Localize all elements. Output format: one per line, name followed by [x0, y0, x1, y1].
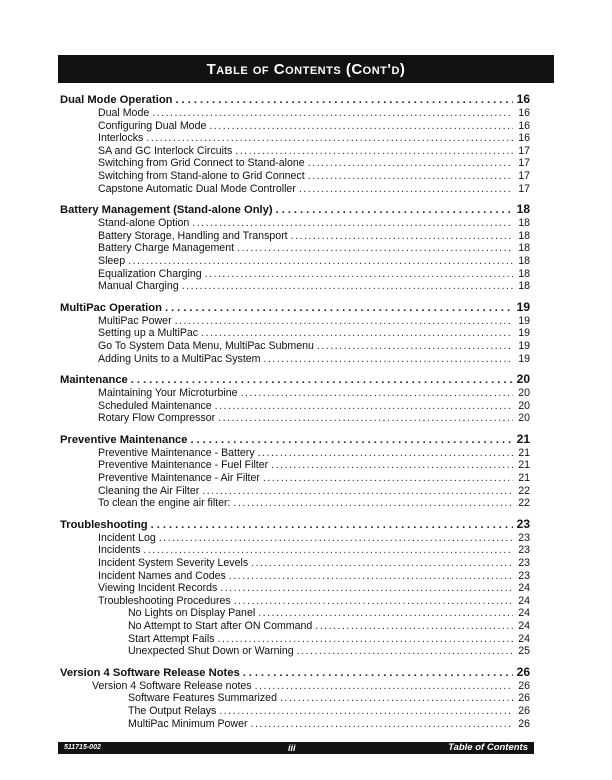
toc-entry-label: Switching from Stand-alone to Grid Connect: [98, 169, 305, 182]
toc-entry[interactable]: [60, 705, 530, 718]
toc-entry-label: Viewing Incident Records: [98, 582, 218, 595]
toc-entry[interactable]: [60, 472, 530, 485]
toc-entry[interactable]: [60, 157, 530, 170]
toc-entry-page: 20: [518, 412, 530, 425]
dot-leader: [264, 353, 513, 366]
toc-section: [60, 372, 530, 425]
toc-section-title: Version 4 Software Release Notes: [60, 666, 240, 679]
toc-section-title: Troubleshooting: [60, 518, 148, 531]
toc-entry[interactable]: [60, 620, 530, 633]
toc-entry-page: 22: [518, 484, 530, 497]
toc-entry-label: MultiPac Minimum Power: [128, 717, 248, 730]
dot-leader: [215, 400, 513, 413]
table-of-contents: [60, 92, 530, 737]
dot-leader: [202, 485, 513, 498]
toc-section-page: 16: [516, 92, 530, 106]
toc-entry-label: Scheduled Maintenance: [98, 399, 212, 412]
toc-entry-page: 21: [518, 459, 530, 472]
toc-entry-label: Incident Log: [98, 531, 156, 544]
toc-entry-page: 17: [518, 169, 530, 182]
toc-entry-page: 26: [518, 679, 530, 692]
toc-entry-page: 26: [518, 717, 530, 730]
dot-leader: [152, 107, 513, 120]
toc-entry[interactable]: [60, 459, 530, 472]
toc-entry-page: 19: [518, 327, 530, 340]
toc-entry[interactable]: [60, 353, 530, 366]
toc-entry-page: 26: [518, 692, 530, 705]
toc-entry-page: 18: [518, 280, 530, 293]
toc-entry[interactable]: [60, 387, 530, 400]
toc-entry-label: Setting up a MultiPac: [98, 327, 199, 340]
toc-entry[interactable]: [60, 595, 530, 608]
toc-entry-page: 16: [518, 132, 530, 145]
toc-entry[interactable]: [60, 268, 530, 281]
toc-entry-page: 18: [518, 242, 530, 255]
toc-entry-page: 24: [518, 594, 530, 607]
toc-entry-page: 17: [518, 182, 530, 195]
toc-title: Table of Contents (Cont'd): [206, 60, 406, 78]
dot-leader: [229, 570, 513, 583]
dot-leader: [280, 692, 513, 705]
dot-leader: [176, 93, 513, 107]
dot-leader: [235, 145, 513, 158]
toc-entry-label: Version 4 Software Release notes: [92, 679, 252, 692]
dot-leader: [241, 387, 513, 400]
toc-entry[interactable]: [60, 242, 530, 255]
toc-entry[interactable]: [60, 582, 530, 595]
dot-leader: [209, 120, 513, 133]
dot-leader: [234, 497, 514, 510]
page-footer: [58, 742, 534, 754]
dot-leader: [218, 412, 513, 425]
toc-entry-page: 16: [518, 107, 530, 119]
dot-leader: [143, 544, 513, 557]
toc-section-title: Battery Management (Stand-alone Only): [60, 204, 273, 217]
dot-leader: [175, 315, 513, 328]
toc-entry[interactable]: [60, 544, 530, 557]
footer-section-name: Table of Contents: [448, 742, 528, 753]
toc-entry-label: Capstone Automatic Dual Mode Controller: [98, 182, 296, 195]
toc-section-heading[interactable]: [60, 665, 530, 680]
toc-entry-label: Software Features Summarized: [128, 692, 277, 705]
toc-entry-label: Incidents: [98, 544, 141, 557]
toc-entry-page: 23: [518, 569, 530, 582]
toc-section: [60, 202, 530, 293]
toc-section: [60, 517, 530, 658]
toc-entry-page: 21: [518, 472, 530, 485]
toc-section-page: 21: [516, 431, 530, 446]
dot-leader: [263, 472, 513, 485]
toc-section-heading[interactable]: [60, 300, 530, 315]
toc-section-heading[interactable]: [60, 517, 530, 532]
toc-entry-page: 17: [518, 157, 530, 170]
toc-entry[interactable]: [60, 412, 530, 425]
dot-leader: [276, 203, 513, 217]
toc-entry-page: 19: [518, 352, 530, 365]
dot-leader: [205, 268, 513, 281]
toc-entry-label: Configuring Dual Mode: [98, 119, 207, 132]
toc-entry-label: Start Attempt Fails: [128, 632, 215, 645]
dot-leader: [291, 230, 513, 243]
toc-entry[interactable]: [60, 183, 530, 196]
dot-leader: [165, 301, 513, 315]
toc-entry-label: Stand-alone Option: [98, 217, 190, 230]
toc-entry-label: Sleep: [98, 254, 126, 267]
toc-section-heading[interactable]: [60, 202, 530, 217]
toc-entry-label: Go To System Data Menu, MultiPac Submenu: [98, 339, 314, 352]
toc-entry-page: 18: [518, 254, 530, 267]
toc-entry-page: 26: [518, 704, 530, 717]
toc-section-heading[interactable]: [60, 372, 530, 387]
toc-entry-label: Preventive Maintenance - Battery: [98, 446, 255, 459]
toc-entry-label: MultiPac Power: [98, 314, 172, 327]
dot-leader: [131, 373, 513, 387]
dot-leader: [299, 183, 513, 196]
toc-section-heading[interactable]: [60, 432, 530, 447]
toc-entry[interactable]: [60, 145, 530, 158]
toc-entry-page: 24: [518, 607, 530, 620]
toc-section-heading[interactable]: [60, 92, 530, 107]
toc-section: [60, 432, 530, 510]
toc-section: [60, 92, 530, 195]
dot-leader: [308, 157, 513, 170]
dot-leader: [234, 595, 513, 608]
toc-entry-label: Adding Units to a MultiPac System: [98, 352, 261, 365]
dot-leader: [237, 242, 513, 255]
toc-title-bar: [58, 55, 554, 83]
toc-section-title: MultiPac Operation: [60, 301, 162, 314]
toc-entry-page: 17: [518, 144, 530, 157]
toc-entry[interactable]: [60, 340, 530, 353]
toc-entry-label: To clean the engine air filter:: [98, 497, 231, 510]
toc-entry[interactable]: [60, 607, 530, 620]
document-number: 511715-002: [64, 744, 101, 751]
toc-entry-label: Maintaining Your Microturbine: [98, 387, 238, 400]
dot-leader: [151, 518, 513, 532]
toc-entry-page: 24: [518, 620, 530, 632]
dot-leader: [315, 620, 513, 633]
toc-entry[interactable]: [60, 315, 530, 328]
dot-leader: [255, 680, 513, 693]
toc-entry-label: Troubleshooting Procedures: [98, 594, 231, 607]
dot-leader: [297, 645, 513, 658]
toc-entry-label: Switching from Grid Connect to Stand-alone: [98, 157, 305, 170]
toc-section-title: Preventive Maintenance: [60, 433, 188, 446]
toc-entry-label: Cleaning the Air Filter: [98, 484, 200, 497]
toc-entry[interactable]: [60, 217, 530, 230]
toc-entry-label: Preventive Maintenance - Fuel Filter: [98, 459, 269, 472]
dot-leader: [146, 132, 513, 145]
toc-entry[interactable]: [60, 557, 530, 570]
toc-entry[interactable]: [60, 447, 530, 460]
toc-section-page: 19: [516, 299, 530, 314]
toc-entry-label: Battery Storage, Handling and Transport: [98, 229, 288, 242]
dot-leader: [251, 557, 513, 570]
dot-leader: [159, 532, 513, 545]
toc-entry-page: 18: [518, 217, 530, 230]
dot-leader: [243, 666, 513, 680]
toc-entry-page: 22: [518, 497, 530, 510]
dot-leader: [251, 718, 513, 731]
toc-entry[interactable]: [60, 255, 530, 268]
toc-entry[interactable]: [60, 230, 530, 243]
toc-entry-page: 20: [518, 387, 530, 400]
toc-section-title: Dual Mode Operation: [60, 94, 173, 106]
toc-entry-label: Equalization Charging: [98, 267, 202, 280]
toc-entry-label: The Output Relays: [128, 704, 217, 717]
toc-entry[interactable]: [60, 107, 530, 120]
toc-entry[interactable]: [60, 532, 530, 545]
toc-entry[interactable]: [60, 400, 530, 413]
toc-entry[interactable]: [60, 120, 530, 133]
toc-entry[interactable]: [60, 692, 530, 705]
dot-leader: [220, 582, 513, 595]
dot-leader: [258, 607, 513, 620]
toc-entry-page: 18: [518, 267, 530, 280]
toc-entry-label: No Attempt to Start after ON Command: [128, 620, 313, 632]
toc-entry-page: 18: [518, 229, 530, 242]
toc-entry[interactable]: [60, 570, 530, 583]
toc-entry-page: 16: [518, 119, 530, 132]
dot-leader: [182, 280, 513, 293]
toc-section-page: 18: [516, 202, 530, 217]
toc-entry-label: Dual Mode: [98, 107, 150, 119]
toc-entry-page: 20: [518, 399, 530, 412]
toc-entry[interactable]: [60, 497, 530, 510]
toc-entry[interactable]: [60, 645, 530, 658]
toc-entry[interactable]: [60, 170, 530, 183]
dot-leader: [128, 255, 513, 268]
dot-leader: [317, 340, 513, 353]
toc-section: [60, 300, 530, 365]
toc-entry-label: Incident Names and Codes: [98, 569, 226, 582]
toc-entry[interactable]: [60, 280, 530, 293]
toc-entry-page: 25: [518, 645, 530, 658]
toc-entry[interactable]: [60, 718, 530, 731]
dot-leader: [271, 459, 513, 472]
dot-leader: [190, 433, 513, 447]
toc-section: [60, 665, 530, 730]
page-number: iii: [288, 743, 296, 753]
toc-entry-label: Preventive Maintenance - Air Filter: [98, 472, 260, 485]
toc-entry[interactable]: [60, 485, 530, 498]
dot-leader: [218, 633, 513, 646]
dot-leader: [258, 447, 513, 460]
toc-entry-page: 19: [518, 314, 530, 327]
toc-entry-page: 21: [518, 446, 530, 459]
toc-section-page: 20: [516, 372, 530, 387]
toc-entry-label: Battery Charge Management: [98, 242, 235, 255]
toc-entry-label: Unexpected Shut Down or Warning: [128, 645, 294, 658]
dot-leader: [201, 327, 513, 340]
toc-entry-page: 24: [518, 582, 530, 595]
dot-leader: [219, 705, 513, 718]
toc-entry[interactable]: [60, 327, 530, 340]
toc-section-page: 23: [516, 516, 530, 531]
toc-entry-label: Manual Charging: [98, 280, 179, 293]
toc-entry[interactable]: [60, 132, 530, 145]
toc-entry-label: No Lights on Display Panel: [128, 607, 256, 620]
toc-entry-page: 23: [518, 544, 530, 557]
dot-leader: [308, 170, 513, 183]
toc-entry[interactable]: [60, 680, 530, 693]
toc-entry-label: SA and GC Interlock Circuits: [98, 144, 233, 157]
toc-entry-page: 23: [518, 531, 530, 544]
toc-entry[interactable]: [60, 633, 530, 646]
toc-entry-page: 24: [518, 632, 530, 645]
toc-entry-label: Interlocks: [98, 132, 144, 145]
toc-entry-page: 19: [518, 339, 530, 352]
toc-section-title: Maintenance: [60, 374, 128, 387]
dot-leader: [192, 217, 513, 230]
toc-entry-label: Incident System Severity Levels: [98, 557, 249, 570]
toc-entry-page: 23: [518, 557, 530, 570]
toc-entry-label: Rotary Flow Compressor: [98, 412, 216, 425]
toc-section-page: 26: [516, 664, 530, 679]
